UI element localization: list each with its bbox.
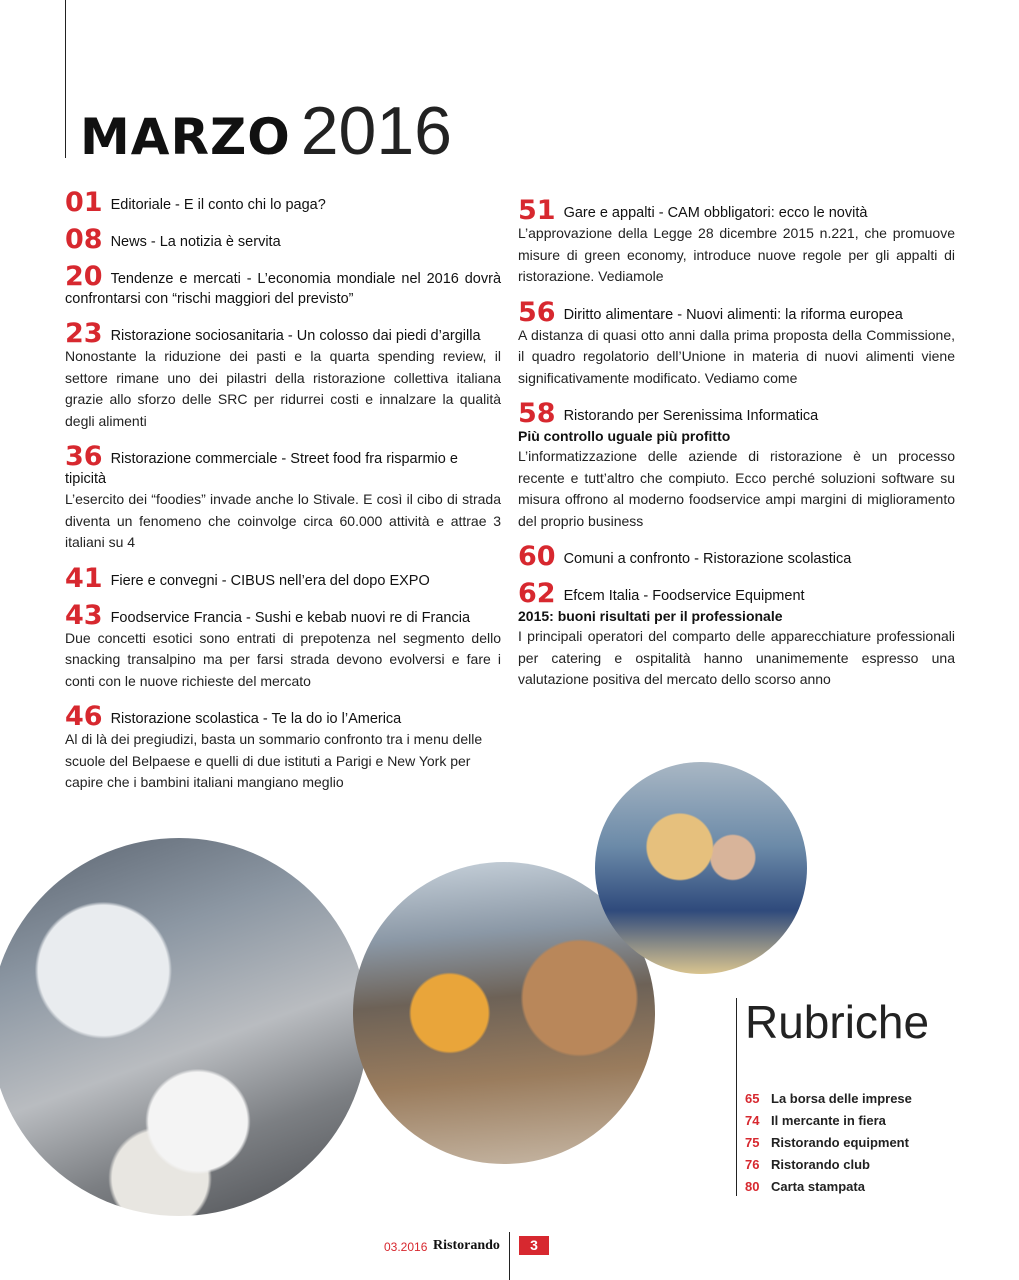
- page-number: 41: [65, 562, 103, 594]
- toc-entry[interactable]: 41 Fiere e convegni - CIBUS nell’era del dopo EXPO: [65, 562, 430, 594]
- rubriche-page: 75: [745, 1135, 760, 1150]
- title-year: 2016: [300, 93, 452, 169]
- entry-headline: La notizia è servita: [159, 234, 281, 250]
- toc-entry[interactable]: 36 Ristorazione commerciale - Street food fra risparmio e tipicità L’esercito dei “foodies” invade anche lo Stivale. E così il cibo di strada diventa un fenomeno che coinvolge circa 60.000 attività e attrae 3 italiani su 4: [65, 446, 501, 554]
- rubriche-item[interactable]: [745, 1110, 912, 1132]
- entry-headline: CIBUS nell’era del dopo EXPO: [230, 572, 430, 589]
- page-number: 20: [65, 261, 103, 292]
- entry-subtitle: 2015: buoni risultati per il professionale: [518, 608, 783, 624]
- toc-entry[interactable]: 01 Editoriale - E il conto chi lo paga?: [65, 187, 326, 218]
- entry-category: Ristorazione sociosanitaria: [110, 328, 284, 344]
- entry-category: Gare e appalti: [563, 205, 655, 221]
- page-number: 58: [518, 398, 556, 429]
- page-number: 51: [518, 195, 556, 226]
- toc-entry[interactable]: 08 News - La notizia è servita: [65, 224, 281, 255]
- page-number: 62: [518, 578, 556, 609]
- footer-date: 03.2016: [384, 1240, 428, 1254]
- entry-headline: CAM obbligatori: ecco le novità: [667, 205, 868, 221]
- entry-headline: Foodservice Equipment: [652, 588, 805, 604]
- entry-headline: Sushi e kebab nuovi re di Francia: [254, 609, 471, 626]
- toc-entry[interactable]: 43 Foodservice Francia - Sushi e kebab nuovi re di Francia Due concetti esotici sono entrati di prepotenza nel segmento dello snacking transalpino ma per farsi strada devono evolversi e fare i conti con le nuove richieste del mercato: [65, 605, 501, 693]
- entry-headline: Street food fra risparmio e tipicità: [65, 451, 458, 487]
- contents-right-column: [518, 195, 955, 705]
- rubriche-label: Carta stampata: [771, 1179, 865, 1194]
- entry-headline: Te la do io l’America: [271, 711, 402, 727]
- entry-desc: L’esercito dei “foodies” invade anche lo Stivale. E così il cibo di strada diventa un fenomeno che coinvolge circa 60.000 attività e attrae 3 italiani su 4: [65, 491, 501, 550]
- rubriche-item[interactable]: [745, 1088, 912, 1110]
- rubriche-item[interactable]: [745, 1132, 912, 1154]
- page-number: 23: [65, 318, 103, 349]
- page-number: 08: [65, 224, 103, 255]
- page-number: 01: [65, 187, 103, 218]
- entry-category: Tendenze e mercati: [110, 271, 241, 287]
- toc-entry[interactable]: 62 Efcem Italia - Foodservice Equipment 2015: buoni risultati per il professionale I principali operatori del comparto delle apparecchiature professionali per catering e ospitalità hanno unanimemente espresso una valutazione positiva del mercato dello scorso anno: [518, 583, 955, 691]
- entry-category: Comuni a confronto: [563, 551, 691, 567]
- entry-headline: E il conto chi lo paga?: [183, 197, 326, 213]
- entry-category: Efcem Italia: [563, 588, 640, 604]
- entry-desc: L’informatizzazione delle aziende di ristorazione è un processo recente e tutt’altro che compiuto. Ecco perché soluzioni software su misura offrono al moderno foodservice ampi margini di miglioramento del proprio business: [518, 448, 955, 529]
- rubriche-label: Ristorando equipment: [771, 1135, 909, 1150]
- toc-entry[interactable]: 56 Diritto alimentare - Nuovi alimenti: la riforma europea A distanza di quasi otto anni dalla prima proposta della Commissione, il quadro regolatorio dell’Unione in materia di nuovi alimenti viene significativamente modificato. Vediamo come: [518, 302, 955, 390]
- entry-desc: Al di là dei pregiudizi, basta un sommario confronto tra i menu delle scuole del Belpaese e quelli di due istituti a Parigi e New York per capire che i bambini italiani mangiano meglio: [65, 731, 483, 790]
- page-number-badge: 3: [519, 1236, 549, 1255]
- entry-desc: A distanza di quasi otto anni dalla prima proposta della Commissione, il quadro regolatorio dell’Unione in materia di nuovi alimenti viene significativamente modificato. Vediamo come: [518, 326, 955, 386]
- title-month: MARZO: [80, 108, 291, 166]
- toc-entry[interactable]: [518, 398, 955, 532]
- page-number: 46: [65, 701, 103, 732]
- rubriche-page: 80: [745, 1179, 760, 1194]
- toc-entry[interactable]: 51 Gare e appalti - CAM obbligatori: ecco le novità L’approvazione della Legge 28 dicembre 2015 n.221, che promuove misure di green economy, introduce nuove regole per gli appalti di ristorazione. Vediamole: [518, 200, 955, 288]
- school-children-photo: [595, 762, 807, 974]
- entry-category: Ristorando per Serenissima Informatica: [563, 408, 819, 424]
- header-rule: [65, 0, 66, 158]
- page-number: 56: [518, 296, 556, 328]
- entry-category: Ristorazione scolastica: [110, 711, 259, 727]
- toc-entry[interactable]: 46 Ristorazione scolastica - Te la do io l’America Al di là dei pregiudizi, basta un sommario confronto tra i menu delle scuole del Belpaese e quelli di due istituti a Parigi e New York per capire che i bambini italiani mangiano meglio: [65, 706, 501, 794]
- entry-category: Foodservice Francia: [110, 609, 242, 626]
- page-number: 36: [65, 441, 103, 472]
- entry-category: Editoriale: [110, 197, 172, 213]
- entry-headline: Un colosso dai piedi d’argilla: [296, 328, 481, 344]
- entry-category: News: [110, 234, 147, 250]
- rubriche-title: Rubriche: [745, 996, 930, 1048]
- rubriche-page: 74: [745, 1113, 760, 1128]
- toc-entry[interactable]: 20 Tendenze e mercati - L’economia mondiale nel 2016 dovrà confrontarsi con “rischi maggiori del previsto”: [65, 261, 502, 307]
- toc-entry[interactable]: 23 Ristorazione sociosanitaria - Un colosso dai piedi d’argilla Nonostante la riduzione dei pasti e la quarta spending review, il settore rimane uno dei pilastri della ristorazione collettiva italiana grazie allo sforzo delle SRC per ridurrei costi e innalzare la qualità degli alimenti: [65, 323, 501, 432]
- entry-headline: Ristorazione scolastica: [703, 551, 852, 567]
- entry-desc: Nonostante la riduzione dei pasti e la quarta spending review, il settore rimane uno dei pilastri della ristorazione collettiva italiana grazie allo sforzo delle SRC per ridurrei costi e innalzare la qualità degli alimenti: [65, 348, 501, 429]
- entry-headline: Nuovi alimenti: la riforma europea: [686, 306, 903, 323]
- footer-brand: Ristorando: [433, 1238, 500, 1253]
- entry-desc: Due concetti esotici sono entrati di prepotenza nel segmento dello snacking transalpino ma per farsi strada devono evolversi e fare i conti con le nuove richieste del mercato: [65, 629, 501, 689]
- rubriche-label: Il mercante in fiera: [771, 1113, 886, 1128]
- rubriche-item[interactable]: [745, 1176, 912, 1198]
- rubriche-page: 76: [745, 1157, 760, 1172]
- entry-category: Ristorazione commerciale: [110, 451, 278, 467]
- entry-category: Diritto alimentare: [563, 306, 674, 323]
- rubriche-list: [745, 1088, 912, 1198]
- rubriche-item[interactable]: [745, 1154, 912, 1176]
- rubriche-label: La borsa delle imprese: [771, 1091, 912, 1106]
- rubriche-label: Ristorando club: [771, 1157, 870, 1172]
- page-number: 43: [65, 599, 103, 631]
- toc-entry[interactable]: 60 Comuni a confronto - Ristorazione scolastica: [518, 541, 852, 572]
- rubriche-rule: [736, 998, 737, 1196]
- footer-rule: [509, 1232, 510, 1280]
- rubriche-page: 65: [745, 1091, 760, 1106]
- page-number: 60: [518, 541, 556, 572]
- entry-category: Fiere e convegni: [110, 572, 218, 589]
- entry-desc: I principali operatori del comparto delle apparecchiature professionali per catering e ospitalità hanno unanimemente espresso una valutazione positiva del mercato dello scorso anno: [518, 628, 955, 687]
- contents-left-column: [65, 187, 502, 808]
- entry-desc: L’economia mondiale nel 2016 dovrà confrontarsi con “rischi maggiori del previsto”: [65, 271, 502, 307]
- entry-desc: L’approvazione della Legge 28 dicembre 2015 n.221, che promuove misure di green economy, introduce nuove regole per gli appalti di ristorazione. Vediamole: [518, 225, 955, 284]
- page-title: [80, 92, 452, 170]
- chef-kitchen-photo: [0, 838, 368, 1216]
- entry-subtitle: Più controllo uguale più profitto: [518, 428, 731, 444]
